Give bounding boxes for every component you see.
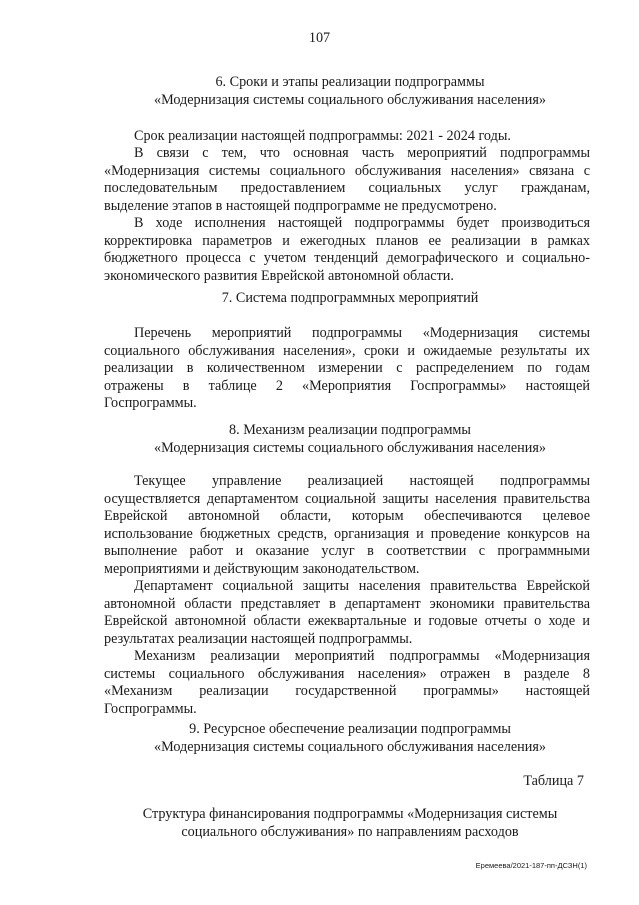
text-line: Срок реализации настоящей подпрограммы: 2021 - 2024 годы. — [134, 128, 511, 144]
heading-line: 7. Система подпрограммных мероприятий — [221, 290, 479, 306]
text-line: Механизм реализации мероприятий подпрограммы «Модернизация — [134, 648, 590, 664]
table-title-line: Структура финансирования подпрограммы «Модернизация системы — [142, 806, 558, 822]
heading-line: «Модернизация системы социального обслуживания населения» — [154, 439, 546, 456]
text-line: Госпрограммы. — [104, 395, 197, 412]
text-line: Текущее управление реализацией настоящей подпрограммы — [134, 473, 590, 489]
text-line: автономной области представляет в департамент экономики правительства — [104, 595, 590, 612]
text-line: корректировка параметров и ежегодных планов ее реализации в рамках — [104, 232, 590, 249]
section-6-paragraph-3 — [104, 215, 590, 285]
section-6-heading — [100, 74, 600, 109]
section-6-paragraph-2 — [104, 145, 590, 215]
document-code: Еремеева/2021-187-пп-ДСЗН(1) — [475, 861, 587, 870]
heading-line: 9. Ресурсное обеспечение реализации подпрограммы — [189, 721, 511, 737]
heading-line: 6. Сроки и этапы реализации подпрограммы — [215, 74, 485, 90]
text-line: В связи с тем, что основная часть мероприятий подпрограммы — [134, 145, 590, 161]
text-line: «Механизм реализации государственной программы» настоящей — [104, 683, 590, 700]
text-line: результатах реализации настоящей подпрограммы. — [104, 630, 413, 647]
text-line: системы социального обслуживания населения» отражен в разделе 8 — [104, 665, 590, 682]
text-line: экономического развития Еврейской автономной области. — [104, 267, 454, 284]
text-line: Еврейской автономной области ежеквартальные и годовые отчеты о ходе и — [104, 613, 590, 630]
table-label: Таблица 7 — [523, 773, 584, 789]
table-title — [100, 806, 600, 841]
section-9-heading — [100, 721, 600, 756]
text-line: В ходе исполнения настоящей подпрограммы будет производиться — [134, 215, 590, 231]
section-8-heading — [100, 422, 600, 457]
text-line: реализации в количественном измерении с распределением по годам — [104, 360, 590, 377]
text-line: использование бюджетных средств, организация и проведение конкурсов на — [104, 525, 590, 542]
section-7-paragraph-1 — [104, 325, 590, 413]
text-line: осуществляется департаментом социальной защиты населения правительства — [104, 490, 590, 507]
text-line: «Модернизация системы социального обслуживания населения» связана с — [104, 162, 590, 179]
text-line: бюджетного процесса с учетом тенденций демографического и социально- — [104, 250, 590, 267]
section-8-paragraph-2 — [104, 578, 590, 648]
heading-line: «Модернизация системы социального обслуживания населения» — [154, 738, 546, 755]
text-line: Еврейской автономной области, которым обеспечиваются целевое — [104, 508, 590, 525]
section-8-paragraph-3 — [104, 648, 590, 718]
text-line: Перечень мероприятий подпрограммы «Модернизация системы — [134, 325, 590, 341]
section-6-paragraph-1 — [104, 128, 590, 146]
heading-line: 8. Механизм реализации подпрограммы — [229, 422, 471, 438]
text-line: мероприятиями и действующим законодательством. — [104, 560, 420, 577]
text-line: выполнение работ и оказание услуг в соответствии с программными — [104, 543, 590, 560]
text-line: социального обслуживания населения», сроки и ожидаемые результаты их — [104, 342, 590, 359]
text-line: отражены в таблице 2 «Мероприятия Госпрограммы» настоящей — [104, 377, 590, 394]
heading-line: «Модернизация системы социального обслуживания населения» — [154, 91, 546, 108]
text-line: последовательным предоставлением социальных услуг гражданам, — [104, 180, 590, 197]
page-number: 107 — [308, 30, 331, 46]
text-line: Департамент социальной защиты населения правительства Еврейской — [134, 578, 590, 594]
table-title-line: социального обслуживания» по направлениям расходов — [181, 823, 519, 840]
section-8-paragraph-1 — [104, 473, 590, 579]
section-7-heading — [100, 290, 600, 308]
text-line: Госпрограммы. — [104, 700, 197, 717]
text-line: выделение этапов в настоящей подпрограмме не предусмотрено. — [104, 197, 497, 214]
